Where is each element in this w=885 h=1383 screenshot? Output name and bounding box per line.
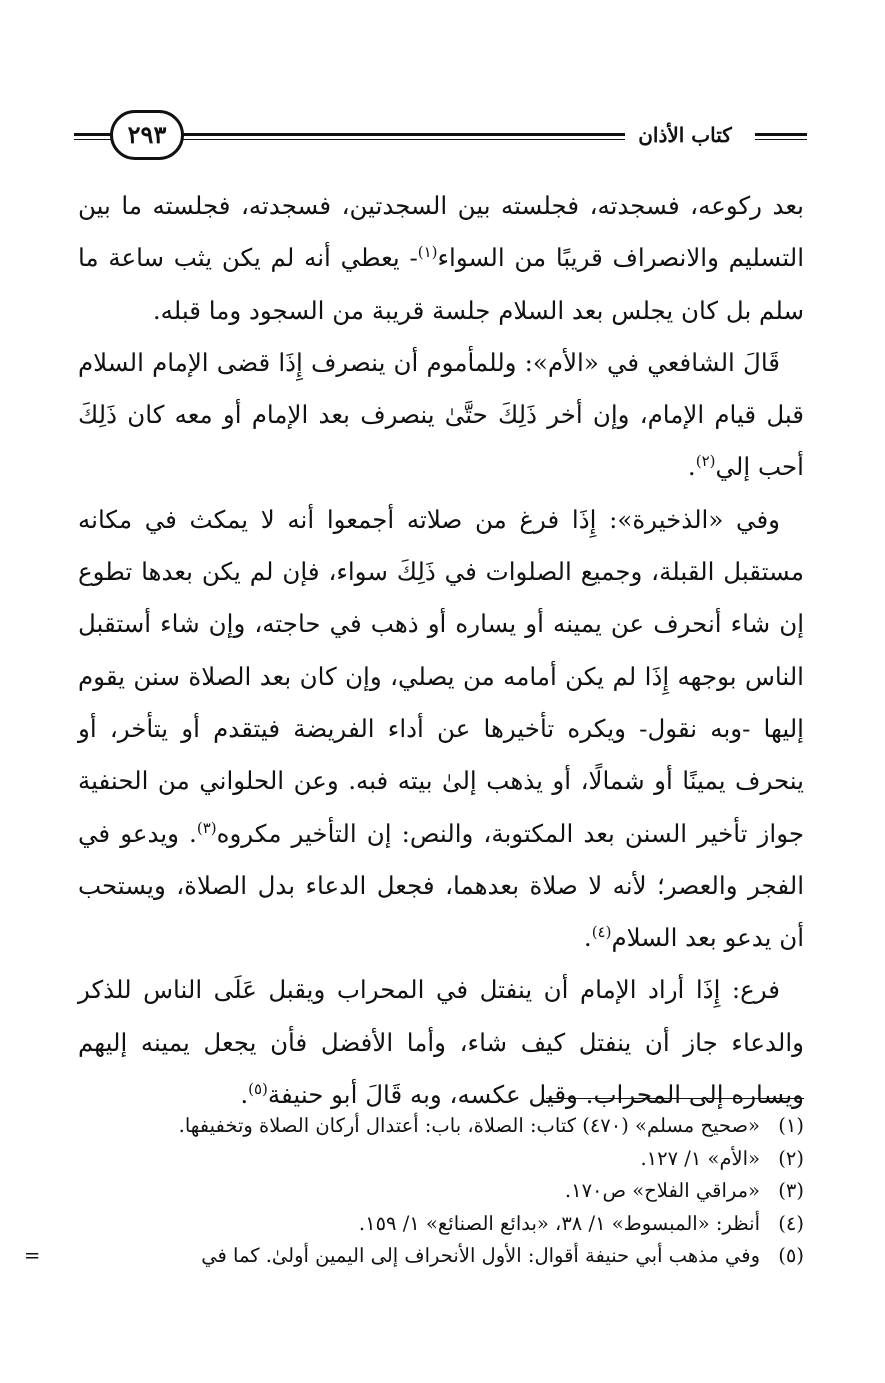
page-number: ٢٩٣ <box>110 110 184 160</box>
paragraph-text: فرع: إِذَا أراد الإمام أن ينفتل في المحراب ويقبل عَلَى الناس للذكر والدعاء جاز أن ينفتل كيف شاء، وأما الأفضل فأن يجعل يمينه إليهم ويساره إلى المحراب. وقيل عكسه، وبه قَالَ أبو حنيفة <box>78 975 804 1110</box>
footnote-text: «الأم» ١/ ١٢٧. <box>640 1146 760 1170</box>
paragraph-text: - يعطي أنه لم يكن يثب ساعة ما سلم بل كان يجلس بعد السلام جلسة قريبة من السجود وما قبله. <box>78 243 804 325</box>
paragraph-text: قَالَ الشافعي في «الأم»: وللمأموم أن ينصرف إِذَا قضى الإمام السلام قبل قيام الإمام، وإن أخر ذَلِكَ حتَّىٰ ينصرف بعد الإمام أو معه كان ذَلِكَ أحب إلي <box>78 347 804 482</box>
footnote-number: (١) <box>778 1114 804 1137</box>
footnote <box>24 1240 804 1273</box>
footnote-reference: (٥) <box>248 1079 268 1098</box>
paragraph <box>78 494 804 965</box>
main-text <box>78 180 804 1121</box>
footnote-reference: (٤) <box>591 923 612 941</box>
running-header <box>74 104 807 170</box>
footnote <box>24 1143 804 1176</box>
header-rule-main <box>179 133 689 140</box>
paragraph-text: . ويدعو في الفجر والعصر؛ لأنه لا صلاة بعدهما، فجعل الدعاء بدل الصلاة، ويستحب أن يدعو بعد السلام <box>78 818 804 953</box>
paragraph <box>78 337 804 494</box>
footnote-text: «مراقي الفلاح» ص١٧٠. <box>564 1179 760 1202</box>
paragraph-text: بعد ركوعه، فسجدته، فجلسته بين السجدتين، فسجدته، فجلسته ما بين التسليم والانصراف قريبًا من السواء <box>78 191 805 273</box>
header-rule-right <box>755 133 807 140</box>
footnote-text: أنظر: «المبسوط» ١/ ٣٨، «بدائع الصنائع» ١/ ١٥٩. <box>358 1211 760 1235</box>
footnote <box>24 1110 804 1143</box>
footnote-number: (٤) <box>778 1211 804 1235</box>
paragraph-text: . <box>240 1080 249 1110</box>
footnotes <box>24 1110 804 1273</box>
footnote-number: (٥) <box>778 1244 804 1267</box>
paragraph-text: . <box>687 452 696 482</box>
footnote <box>24 1208 804 1241</box>
footnote-continuation-mark: = <box>24 1244 41 1267</box>
footnote-separator <box>546 1098 804 1099</box>
header-rule-left <box>74 133 114 140</box>
footnote-number: (٣) <box>778 1179 804 1202</box>
chapter-title: كتاب الأذان <box>625 118 745 152</box>
footnote <box>24 1175 804 1208</box>
footnote-reference: (٢) <box>695 452 716 471</box>
footnote-text: وفي مذهب أبي حنيفة أقوال: الأول الأنحراف إلى اليمين أولىٰ. كما في <box>201 1244 760 1267</box>
paragraph-text: . <box>583 923 592 953</box>
paragraph-text: وفي «الذخيرة»: إِذَا فرغ من صلاته أجمعوا أنه لا يمكث في مكانه مستقبل القبلة، وجميع الصلوات في ذَلِكَ سواء، فإن لم يكن بعدها تطوع إن شاء أنحرف عن يمينه أو يساره أو ذهب في حاجته، وإن شاء أستقبل الناس بوجهه إِذَا لم يكن أمامه من يصلي، وإن كان بعد الصلاة سنن يقوم إليها -وبه نقول- ويكره تأخيرها عن أداء الفريضة فيتقدم أو يتأخر، أو ينحرف يمينًا أو شمالًا، أو يذهب إلىٰ بيته فبه. وعن الحلواني من الحنفية جواز تأخير السنن بعد المكتوبة، والنص: إن التأخير مكروه <box>78 504 804 848</box>
footnote-text: «صحيح مسلم» (٤٧٠) كتاب: الصلاة، باب: أعتدال أركان الصلاة وتخفيفها. <box>178 1114 760 1137</box>
footnote-reference: (١) <box>417 243 438 262</box>
paragraph <box>78 180 804 337</box>
footnote-number: (٢) <box>778 1146 804 1170</box>
footnote-reference: (٣) <box>196 818 217 837</box>
